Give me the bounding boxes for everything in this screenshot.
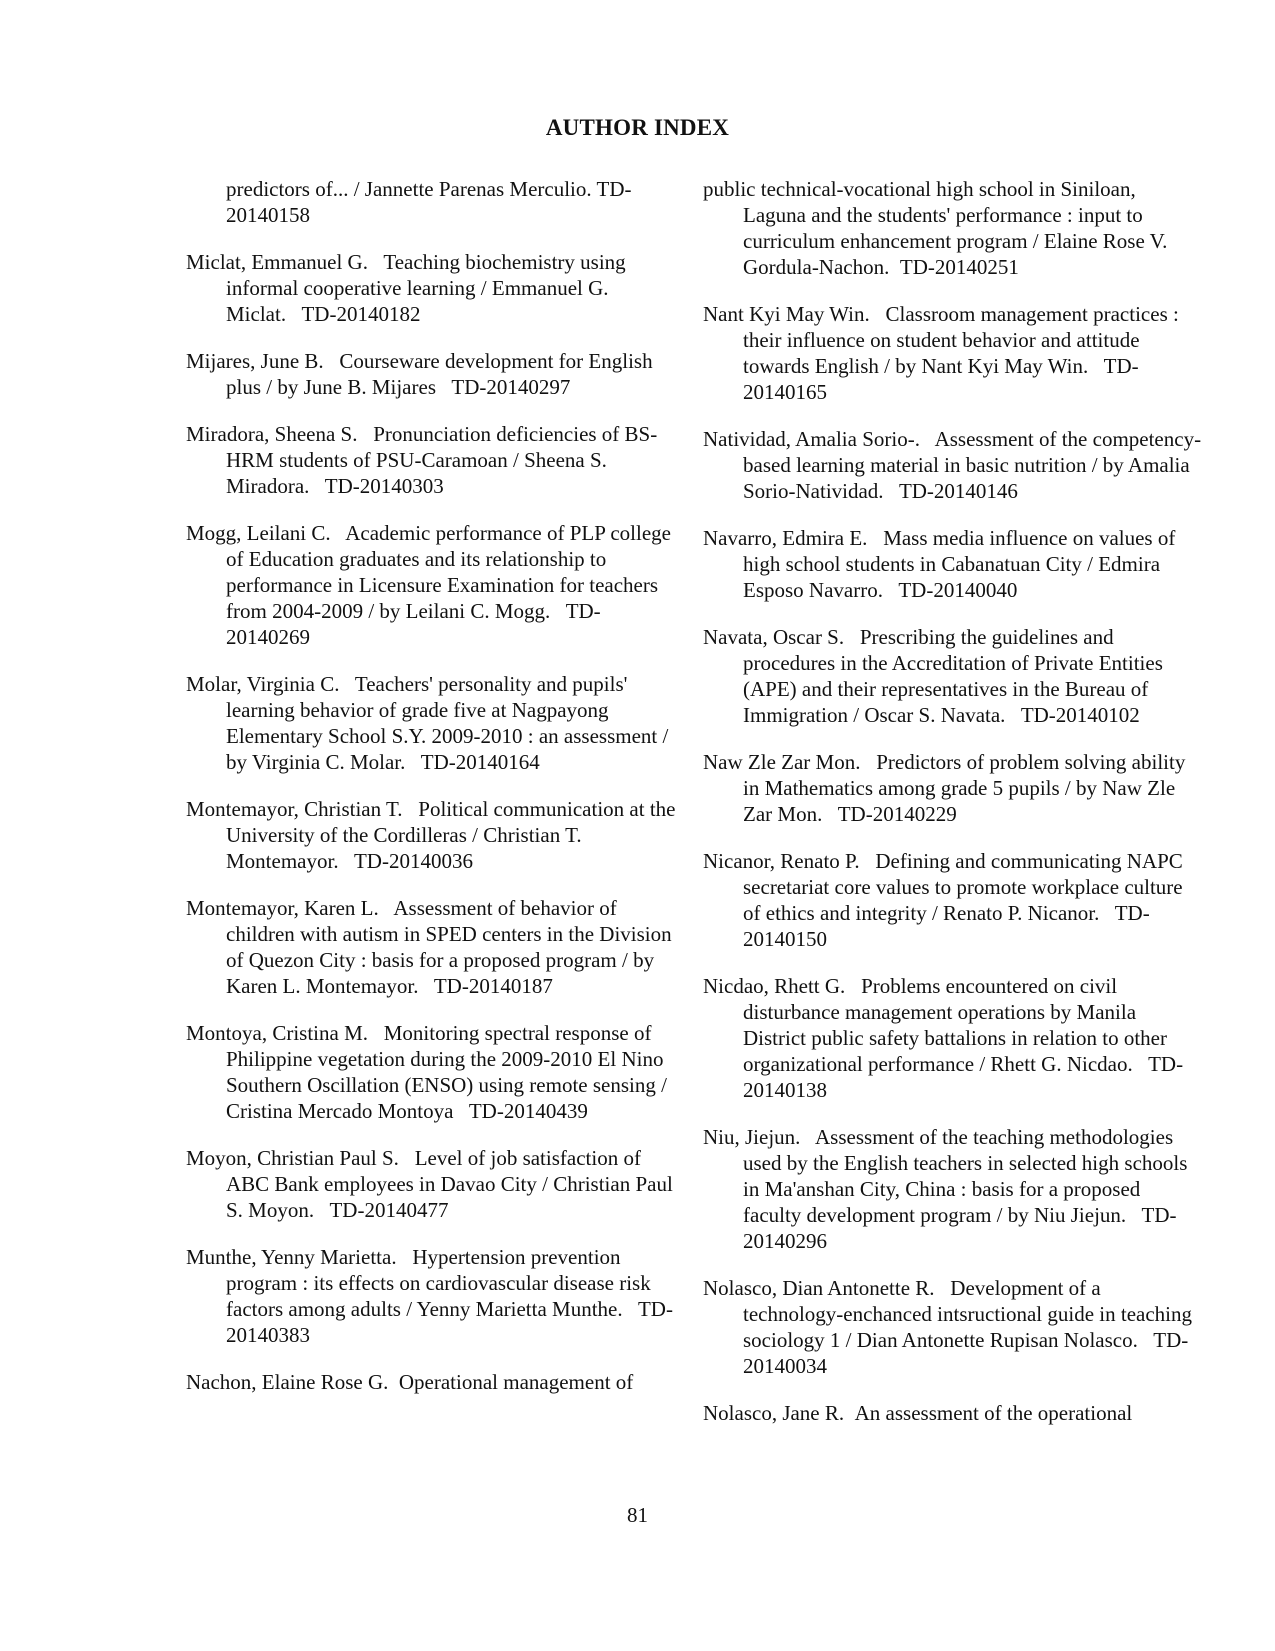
entry-code: TD-20140165 (743, 354, 1139, 404)
index-entry (703, 301, 1203, 405)
entry-title: Assessment of the competency-based learning material in basic nutrition / by Amalia Sorio-Natividad. (743, 427, 1202, 503)
entry-title: Political communication at the University of the Cordilleras / Christian T. Montemayor. (226, 797, 676, 873)
entry-author: Montoya, Cristina M. (186, 1021, 368, 1045)
entry-title: Academic performance of PLP college of Education graduates and its relationship to performance in Licensure Examination for teachers from 2004-2009 / by Leilani C. Mogg. (226, 521, 671, 623)
entry-text: predictors of... / Jannette Parenas Merculio. (226, 177, 592, 201)
entry-author: Nicanor, Renato P. (703, 849, 860, 873)
entry-author: Nolasco, Dian Antonette R. (703, 1276, 935, 1300)
entry-author: Molar, Virginia C. (186, 672, 340, 696)
index-entry (186, 1244, 678, 1348)
index-entry (186, 249, 678, 327)
entry-title: Courseware development for English plus / by June B. Mijares (226, 349, 653, 399)
entry-code: TD-20140102 (1020, 703, 1140, 727)
entry-code: TD-20140040 (898, 578, 1018, 602)
entry-code: TD-20140146 (898, 479, 1018, 503)
entry-code: TD-20140383 (226, 1297, 673, 1347)
index-entry (186, 1145, 678, 1223)
entry-author: Nicdao, Rhett G. (703, 974, 846, 998)
entry-author: Natividad, Amalia Sorio-. (703, 427, 920, 451)
left-column (186, 176, 678, 1395)
entry-code: TD-20140036 (353, 849, 473, 873)
entry-code: TD-20140297 (451, 375, 571, 399)
entry-code: TD-20140477 (329, 1198, 449, 1222)
entry-code: TD-20140269 (226, 599, 601, 649)
entry-author: Niu, Jiejun. (703, 1125, 801, 1149)
entry-title: Level of job satisfaction of ABC Bank employees in Davao City / Christian Paul S. Moyon. (226, 1146, 673, 1222)
entry-title: Pronunciation deficiencies of BS-HRM students of PSU-Caramoan / Sheena S. Miradora. (226, 422, 658, 498)
entry-author: Mijares, June B. (186, 349, 324, 373)
entry-author: Moyon, Christian Paul S. (186, 1146, 399, 1170)
entry-title: Monitoring spectral response of Philippine vegetation during the 2009-2010 El Nino Southern Oscillation (ENSO) using remote sensing / Cristina Mercado Montoya (226, 1021, 667, 1123)
entry-code: TD-20140150 (743, 901, 1150, 951)
entry-author: Miclat, Emmanuel G. (186, 250, 368, 274)
index-entry (186, 421, 678, 499)
continued-entry-bottom (703, 1400, 1203, 1426)
entry-author: Nachon, Elaine Rose G. (186, 1370, 389, 1394)
entry-title: Assessment of behavior of children with autism in SPED centers in the Division of Quezon City : basis for a proposed program / by Karen L. Montemayor. (226, 896, 672, 998)
entry-title: Operational management of (398, 1370, 634, 1394)
index-entry (703, 624, 1203, 728)
entry-author: Montemayor, Karen L. (186, 896, 379, 920)
page-title: AUTHOR INDEX (545, 115, 730, 140)
entry-code: TD-20140182 (301, 302, 421, 326)
entry-code: TD-20140303 (324, 474, 444, 498)
entry-code: TD-20140158 (226, 177, 632, 227)
entry-code: TD-20140251 (899, 255, 1019, 279)
entry-title: Mass media influence on values of high school students in Cabanatuan City / Edmira Esposo Navarro. (743, 526, 1176, 602)
entry-title: Defining and communicating NAPC secretariat core values to promote workplace culture of ethics and integrity / Renato P. Nicanor. (743, 849, 1183, 925)
index-entry (703, 973, 1203, 1103)
entry-code: TD-20140164 (420, 750, 540, 774)
entry-author: Mogg, Leilani C. (186, 521, 331, 545)
entry-title: Predictors of problem solving ability in Mathematics among grade 5 pupils / by Naw Zle Zar Mon. (743, 750, 1186, 826)
entry-title: Problems encountered on civil disturbance management operations by Manila District public safety battalions in relation to other organizational performance / Rhett G. Nicdao. (743, 974, 1167, 1076)
entry-author: Munthe, Yenny Marietta. (186, 1245, 397, 1269)
entry-code: TD-20140187 (433, 974, 553, 998)
entry-title: Classroom management practices : their influence on student behavior and attitude towards English / by Nant Kyi May Win. (743, 302, 1179, 378)
entry-author: Nolasco, Jane R. (703, 1401, 845, 1425)
right-column (703, 176, 1203, 1426)
entry-author: Miradora, Sheena S. (186, 422, 358, 446)
page-number: 81 (627, 1503, 648, 1527)
entry-code: TD-20140439 (468, 1099, 588, 1123)
right-entry-list (703, 301, 1203, 1379)
entry-code: TD-20140138 (743, 1052, 1184, 1102)
index-entry (186, 796, 678, 874)
entry-author: Navata, Oscar S. (703, 625, 845, 649)
entry-author: Montemayor, Christian T. (186, 797, 403, 821)
entry-code: TD-20140034 (743, 1328, 1189, 1378)
index-entry (703, 426, 1203, 504)
index-entry (186, 895, 678, 999)
entry-title: Teaching biochemistry using informal cooperative learning / Emmanuel G. Miclat. (226, 250, 626, 326)
entry-title: Teachers' personality and pupils' learning behavior of grade five at Nagpayong Elementary School S.Y. 2009-2010 : an assessment / by Virginia C. Molar. (226, 672, 669, 774)
continued-entry-top (703, 176, 1203, 280)
index-entry (186, 348, 678, 400)
continued-entry-top (186, 176, 678, 228)
entry-title: Prescribing the guidelines and procedures in the Accreditation of Private Entities (APE) and their representatives in the Bureau of Immigration / Oscar S. Navata. (743, 625, 1163, 727)
entry-title: Hypertension prevention program : its effects on cardiovascular disease risk factors among adults / Yenny Marietta Munthe. (226, 1245, 651, 1321)
entry-title: An assessment of the operational (854, 1401, 1133, 1425)
index-entry (703, 848, 1203, 952)
left-entry-list (186, 249, 678, 1348)
entry-author: Naw Zle Zar Mon. (703, 750, 861, 774)
entry-title: Assessment of the teaching methodologies used by the English teachers in selected high schools in Ma'anshan City, China : basis for a proposed faculty development program / by Niu Jiejun. (743, 1125, 1188, 1227)
index-entry (703, 1124, 1203, 1254)
entry-code: TD-20140229 (837, 802, 957, 826)
index-entry (186, 671, 678, 775)
entry-author: Nant Kyi May Win. (703, 302, 870, 326)
entry-author: Navarro, Edmira E. (703, 526, 868, 550)
entry-code: TD-20140296 (743, 1203, 1177, 1253)
entry-text: public technical-vocational high school in Siniloan, Laguna and the students' performance : input to curriculum enhancement program / Elaine Rose V. Gordula-Nachon. (703, 177, 1168, 279)
index-entry (703, 1275, 1203, 1379)
continued-entry-bottom (186, 1369, 678, 1395)
index-entry (186, 1020, 678, 1124)
index-entry (703, 525, 1203, 603)
entry-title: Development of a technology-enchanced intsructional guide in teaching sociology 1 / Dian Antonette Rupisan Nolasco. (743, 1276, 1193, 1352)
index-entry (186, 520, 678, 650)
index-entry (703, 749, 1203, 827)
